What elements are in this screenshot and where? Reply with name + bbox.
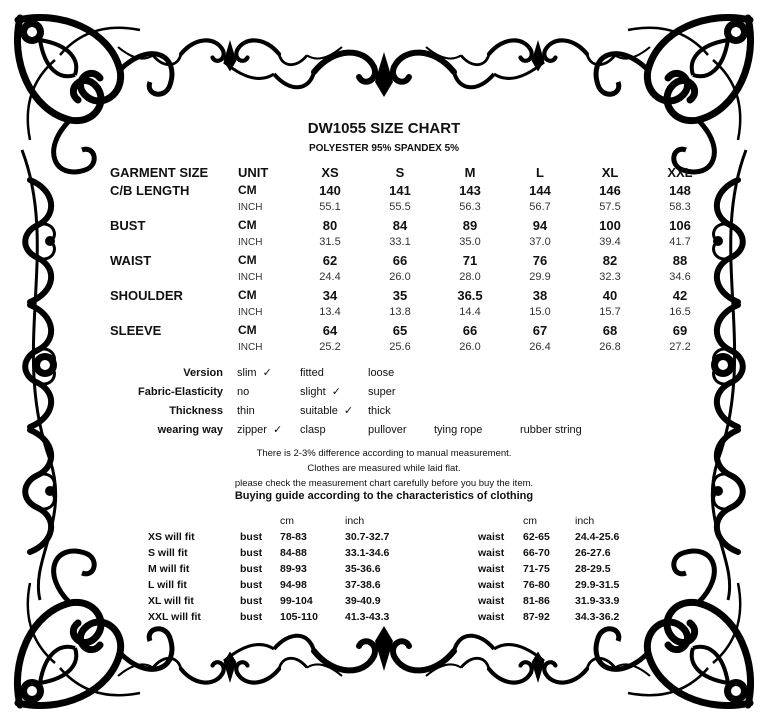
waist-label: waist: [478, 547, 505, 559]
value-cell: 65: [392, 322, 408, 338]
value-cell: 148: [669, 182, 691, 198]
bust-label: bust: [240, 531, 263, 543]
waist-cm: 81-86: [523, 595, 550, 607]
attribute-label: Thickness: [169, 404, 223, 417]
unit-cell: CM: [238, 217, 257, 232]
size-table-header: [110, 164, 715, 182]
value-cell: 34.6: [669, 271, 691, 283]
value-cell: 66: [392, 252, 408, 268]
unit-cell: CM: [238, 322, 257, 337]
header-cell: XS: [321, 165, 339, 180]
attribute-option: [237, 401, 300, 420]
size-row: [110, 252, 715, 270]
size-fit-label: XS will fit: [148, 531, 195, 543]
value-cell: 68: [602, 322, 618, 338]
waist-inch: 28-29.5: [575, 563, 611, 575]
option-text: tying rope: [434, 423, 483, 436]
attribute-label: Fabric-Elasticity: [138, 385, 223, 398]
bust-inch: 35-36.6: [345, 563, 381, 575]
attribute-option: [300, 420, 368, 439]
value-cell: 38: [532, 287, 548, 303]
value-cell: 106: [669, 217, 691, 233]
waist-inch: 29.9-31.5: [575, 579, 620, 591]
bust-guide-row: [148, 593, 389, 609]
option-text: rubber string: [520, 423, 582, 436]
value-cell: 146: [599, 182, 621, 198]
size-row: [110, 182, 715, 200]
attribute-row: [118, 401, 582, 420]
attribute-option: [300, 363, 368, 382]
option-text: no: [237, 385, 250, 398]
value-cell: 141: [389, 182, 411, 198]
bust-cm: 84-88: [280, 547, 307, 559]
unit-cm-label: cm: [280, 515, 294, 527]
bust-label: bust: [240, 611, 263, 623]
buying-guide-title: Buying guide according to the characteristics of clothing: [234, 490, 534, 502]
size-fit-label: XXL will fit: [148, 611, 201, 623]
attribute-option: [300, 382, 368, 401]
unit-inch-label: inch: [575, 515, 595, 527]
value-cell: 42: [672, 287, 688, 303]
measurement-label: [110, 234, 238, 252]
value-cell: 35: [392, 287, 408, 303]
attribute-table: [118, 363, 582, 439]
option-text: loose: [368, 366, 395, 379]
bust-label: bust: [240, 579, 263, 591]
size-row: [110, 304, 715, 322]
value-cell: 13.8: [389, 306, 411, 318]
note-check-chart: please check the measurement chart carefully before you buy the item.: [234, 478, 534, 489]
option-text: fitted: [300, 366, 324, 379]
value-cell: 28.0: [459, 271, 481, 283]
waist-guide-row: [478, 577, 619, 593]
size-row: [110, 322, 715, 340]
value-cell: 66: [462, 322, 478, 338]
option-text: zipper: [237, 424, 267, 436]
value-cell: 29.9: [529, 271, 551, 283]
value-cell: 25.6: [389, 341, 411, 353]
value-cell: 15.7: [599, 306, 621, 318]
value-cell: 24.4: [319, 271, 341, 283]
value-cell: 143: [459, 182, 481, 198]
note-laid-flat: Clothes are measured while laid flat.: [307, 463, 461, 474]
checkmark-icon: ✓: [331, 386, 341, 398]
value-cell: 69: [672, 322, 688, 338]
size-row: [110, 287, 715, 305]
value-cell: 14.4: [459, 306, 481, 318]
option-text: slim: [237, 367, 257, 379]
waist-guide-row: [478, 545, 619, 561]
attribute-label: Version: [183, 366, 223, 379]
value-cell: 57.5: [599, 201, 621, 213]
checkmark-icon: ✓: [262, 367, 272, 379]
option-text: thin: [237, 404, 255, 417]
bust-guide-table: [148, 513, 389, 625]
value-cell: 58.3: [669, 201, 691, 213]
bust-inch: 30.7-32.7: [345, 531, 390, 543]
waist-guide-row: [478, 593, 619, 609]
measurement-label: [110, 199, 238, 217]
attribute-option: [368, 363, 434, 382]
header-cell: S: [395, 165, 405, 180]
attribute-option: [368, 420, 434, 439]
value-cell: 56.7: [529, 201, 551, 213]
value-cell: 64: [322, 322, 338, 338]
unit-cell: CM: [238, 182, 257, 197]
value-cell: 35.0: [459, 236, 481, 248]
waist-cm: 71-75: [523, 563, 550, 575]
bust-cm: 89-93: [280, 563, 307, 575]
value-cell: 26.0: [459, 341, 481, 353]
header-cell: XL: [601, 165, 619, 180]
value-cell: 16.5: [669, 306, 691, 318]
bust-label: bust: [240, 563, 263, 575]
measurement-label: [110, 339, 238, 357]
waist-label: waist: [478, 531, 505, 543]
unit-cell: INCH: [238, 237, 263, 248]
waist-inch: 31.9-33.9: [575, 595, 620, 607]
bust-label: bust: [240, 595, 263, 607]
measurement-label: [110, 304, 238, 322]
value-cell: 100: [599, 217, 621, 233]
value-cell: 33.1: [389, 236, 411, 248]
bust-cm: 94-98: [280, 579, 307, 591]
bust-inch: 39-40.9: [345, 595, 381, 607]
waist-inch: 24.4-25.6: [575, 531, 620, 543]
waist-guide-row: [478, 609, 619, 625]
option-text: pullover: [368, 423, 407, 436]
waist-label: waist: [478, 595, 505, 607]
attribute-row: [118, 420, 582, 439]
value-cell: 32.3: [599, 271, 621, 283]
value-cell: 34: [322, 287, 338, 303]
bust-guide-row: [148, 545, 389, 561]
header-cell: XXL: [667, 165, 693, 180]
header-cell: M: [464, 165, 476, 180]
bust-guide-row: [148, 529, 389, 545]
size-fit-label: XL will fit: [148, 595, 194, 607]
option-text: super: [368, 385, 396, 398]
bust-guide-row: [148, 577, 389, 593]
waist-inch: 26-27.6: [575, 547, 611, 559]
value-cell: 84: [392, 217, 408, 233]
size-row: [110, 339, 715, 357]
attribute-option: [237, 382, 300, 401]
measurement-label: SLEEVE: [110, 322, 162, 338]
value-cell: 31.5: [319, 236, 341, 248]
value-cell: 27.2: [669, 341, 691, 353]
bust-inch: 37-38.6: [345, 579, 381, 591]
value-cell: 140: [319, 182, 341, 198]
size-fit-label: L will fit: [148, 579, 187, 591]
bust-guide-row: [148, 561, 389, 577]
waist-label: waist: [478, 563, 505, 575]
value-cell: 71: [462, 252, 478, 268]
waist-cm: 66-70: [523, 547, 550, 559]
size-table: [110, 164, 715, 357]
value-cell: 56.3: [459, 201, 481, 213]
attribute-option: [368, 401, 434, 420]
blank-cell: [478, 513, 523, 529]
attribute-option: [520, 420, 582, 439]
unit-cell: INCH: [238, 272, 263, 283]
size-row: [110, 199, 715, 217]
attribute-option: [300, 401, 368, 420]
bust-label: bust: [240, 547, 263, 559]
header-cell: L: [536, 165, 544, 180]
value-cell: 55.5: [389, 201, 411, 213]
waist-inch: 34.3-36.2: [575, 611, 620, 623]
value-cell: 37.0: [529, 236, 551, 248]
checkmark-icon: ✓: [343, 405, 354, 417]
value-cell: 15.0: [529, 306, 551, 318]
attribute-option: [237, 420, 300, 439]
waist-guide-row: [478, 529, 619, 545]
option-text: slight: [300, 386, 326, 398]
size-row: [110, 234, 715, 252]
unit-cell: CM: [238, 252, 257, 267]
unit-inch-label: inch: [345, 515, 365, 527]
header-cell: UNIT: [238, 165, 269, 180]
blank-cell: [148, 513, 240, 529]
value-cell: 82: [602, 252, 618, 268]
value-cell: 62: [322, 252, 338, 268]
waist-cm: 62-65: [523, 531, 550, 543]
value-cell: 94: [532, 217, 548, 233]
blank-cell: [240, 513, 280, 529]
unit-cell: INCH: [238, 307, 263, 318]
waist-guide-table: [478, 513, 619, 625]
value-cell: 25.2: [319, 341, 341, 353]
size-fit-label: S will fit: [148, 547, 188, 559]
value-cell: 26.8: [599, 341, 621, 353]
unit-cell: CM: [238, 287, 257, 302]
bust-guide-row: [148, 609, 389, 625]
value-cell: 55.1: [319, 201, 341, 213]
value-cell: 80: [322, 217, 338, 233]
waist-guide-row: [478, 561, 619, 577]
value-cell: 88: [672, 252, 688, 268]
option-text: clasp: [300, 423, 326, 436]
note-measurement-difference: There is 2-3% difference according to manual measurement.: [256, 448, 512, 459]
waist-cm: 87-92: [523, 611, 550, 623]
value-cell: 39.4: [599, 236, 621, 248]
value-cell: 41.7: [669, 236, 691, 248]
bust-cm: 78-83: [280, 531, 307, 543]
page-title: DW1055 SIZE CHART: [307, 120, 461, 137]
value-cell: 26.0: [389, 271, 411, 283]
attribute-row: [118, 382, 582, 401]
bust-inch: 41.3-43.3: [345, 611, 390, 623]
measurement-label: SHOULDER: [110, 287, 183, 303]
measurement-label: WAIST: [110, 252, 152, 268]
bust-cm: 105-110: [280, 611, 318, 623]
value-cell: 36.5: [457, 287, 483, 303]
value-cell: 40: [602, 287, 618, 303]
waist-cm: 76-80: [523, 579, 550, 591]
bust-inch: 33.1-34.6: [345, 547, 390, 559]
value-cell: 144: [529, 182, 551, 198]
option-text: suitable: [300, 405, 338, 417]
measurement-label: BUST: [110, 217, 146, 233]
bust-cm: 99-104: [280, 595, 313, 607]
fabric-composition: POLYESTER 95% SPANDEX 5%: [308, 143, 460, 154]
measurement-label: C/B LENGTH: [110, 182, 190, 198]
value-cell: 76: [532, 252, 548, 268]
unit-cell: INCH: [238, 342, 263, 353]
attribute-option: [368, 382, 434, 401]
attribute-row: [118, 363, 582, 382]
size-fit-label: M will fit: [148, 563, 190, 575]
value-cell: 89: [462, 217, 478, 233]
unit-cell: INCH: [238, 202, 263, 213]
option-text: thick: [368, 404, 391, 417]
attribute-label: wearing way: [157, 423, 223, 436]
value-cell: 67: [532, 322, 548, 338]
unit-cm-label: cm: [523, 515, 537, 527]
size-row: [110, 269, 715, 287]
waist-label: waist: [478, 611, 505, 623]
bust-guide-header: [148, 513, 389, 529]
waist-label: waist: [478, 579, 505, 591]
attribute-option: [434, 420, 520, 439]
measurement-label: [110, 269, 238, 287]
value-cell: 13.4: [319, 306, 341, 318]
attribute-option: [237, 363, 300, 382]
waist-guide-header: [478, 513, 619, 529]
value-cell: 26.4: [529, 341, 551, 353]
size-row: [110, 217, 715, 235]
header-cell: GARMENT SIZE: [110, 165, 209, 180]
checkmark-icon: ✓: [272, 424, 283, 436]
